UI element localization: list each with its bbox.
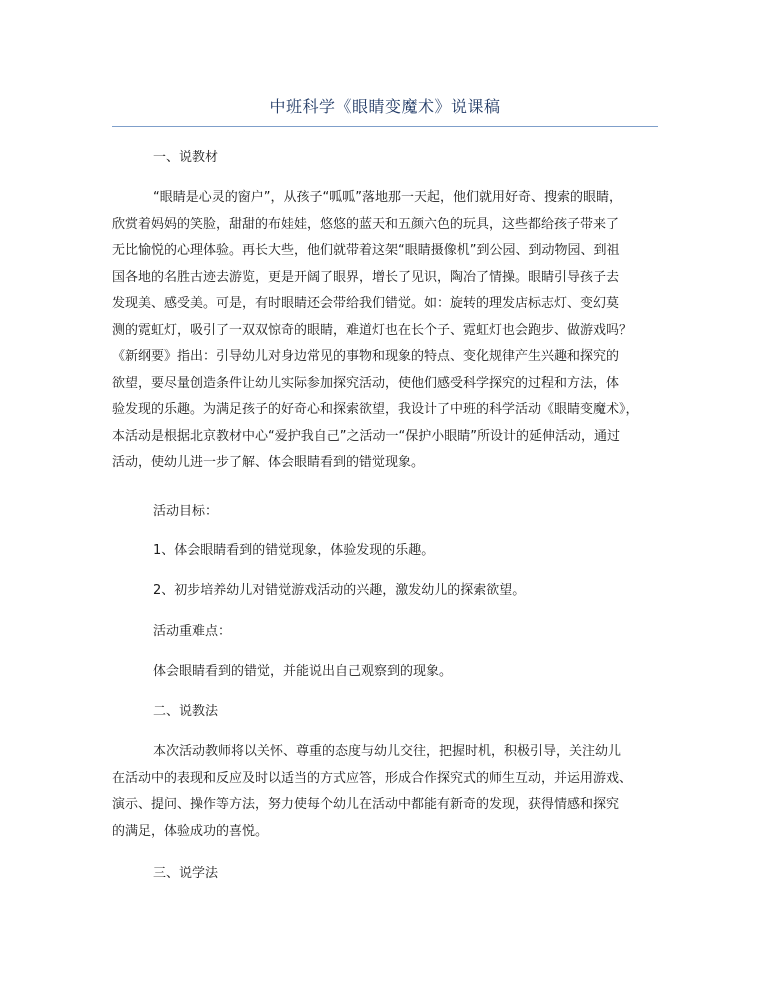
goal-item: 2、初步培养幼儿对错觉游戏活动的兴趣，激发幼儿的探索欲望。 [153, 583, 526, 598]
section2-heading: 二、说教法 [153, 704, 219, 719]
paragraph-line: 验发现的乐趣。为满足孩子的好奇心和探索欲望，我设计了中班的科学活动《眼睛变魔术》， [112, 402, 639, 417]
title-underline [112, 126, 658, 127]
paragraph-line: 本次活动教师将以关怀、尊重的态度与幼儿交往，把握时机，积极引导，关注幼儿 [153, 744, 622, 759]
keypoints-heading: 活动重难点： [153, 624, 232, 639]
paragraph-line: 在活动中的表现和反应及时以适当的方式应答，形成合作探究式的师生互动，并运用游戏、 [112, 770, 633, 786]
paragraph-line: “眼睛是心灵的窗户”，从孩子“呱呱”落地那一天起，他们就用好奇、搜索的眼睛， [153, 190, 622, 205]
paragraph-line: 本活动是根据北京教材中心“爱护我自己”之活动一“保护小眼睛”所设计的延伸活动，通过 [112, 428, 620, 444]
paragraph-line: 发现美、感受美。可是，有时眼睛还会带给我们错觉。如：旋转的理发店标志灯、变幻莫 [112, 296, 620, 311]
document-title: 中班科学《眼睛变魔术》说课稿 [269, 97, 501, 116]
section1-paragraph [112, 185, 658, 477]
paragraph-line: 欲望，要尽量创造条件让幼儿实际参加探究活动，使他们感受科学探究的过程和方法，体 [112, 375, 620, 391]
paragraph-line: 《新纲要》指出：引导幼儿对身边常见的事物和现象的特点、变化规律产生兴趣和探究的 [112, 349, 620, 364]
keypoints-text: 体会眼睛看到的错觉，并能说出自己观察到的现象。 [153, 664, 453, 679]
paragraph-line: 演示、提问、操作等方法，努力使每个幼儿在活动中都能有新奇的发现，获得情感和探究 [112, 797, 620, 812]
paragraph-line: 的满足，体验成功的喜悦。 [112, 823, 269, 839]
paragraph-line: 测的霓虹灯，吸引了一双双惊奇的眼睛，难道灯也在长个子、霓虹灯也会跑步、做游戏吗？ [112, 322, 633, 338]
section3-heading: 三、说学法 [153, 866, 219, 881]
goal-item: 1、体会眼睛看到的错觉现象，体验发现的乐趣。 [153, 543, 435, 558]
paragraph-line: 欣赏着妈妈的笑脸，甜甜的布娃娃，悠悠的蓝天和五颜六色的玩具，这些都给孩子带来了 [112, 216, 620, 232]
paragraph-line: 活动，使幼儿进一步了解、体会眼睛看到的错觉现象。 [112, 455, 425, 470]
goals-heading: 活动目标： [153, 504, 219, 519]
paragraph-line: 无比愉悦的心理体验。再长大些，他们就带着这架“眼睛摄像机”到公园、到动物园、到祖 [112, 243, 620, 258]
paragraph-line: 国各地的名胜古迹去游览，更是开阔了眼界，增长了见识，陶冶了情操。眼睛引导孩子去 [112, 269, 620, 285]
section2-paragraph [112, 739, 658, 845]
section1-heading: 一、说教材 [153, 150, 219, 165]
